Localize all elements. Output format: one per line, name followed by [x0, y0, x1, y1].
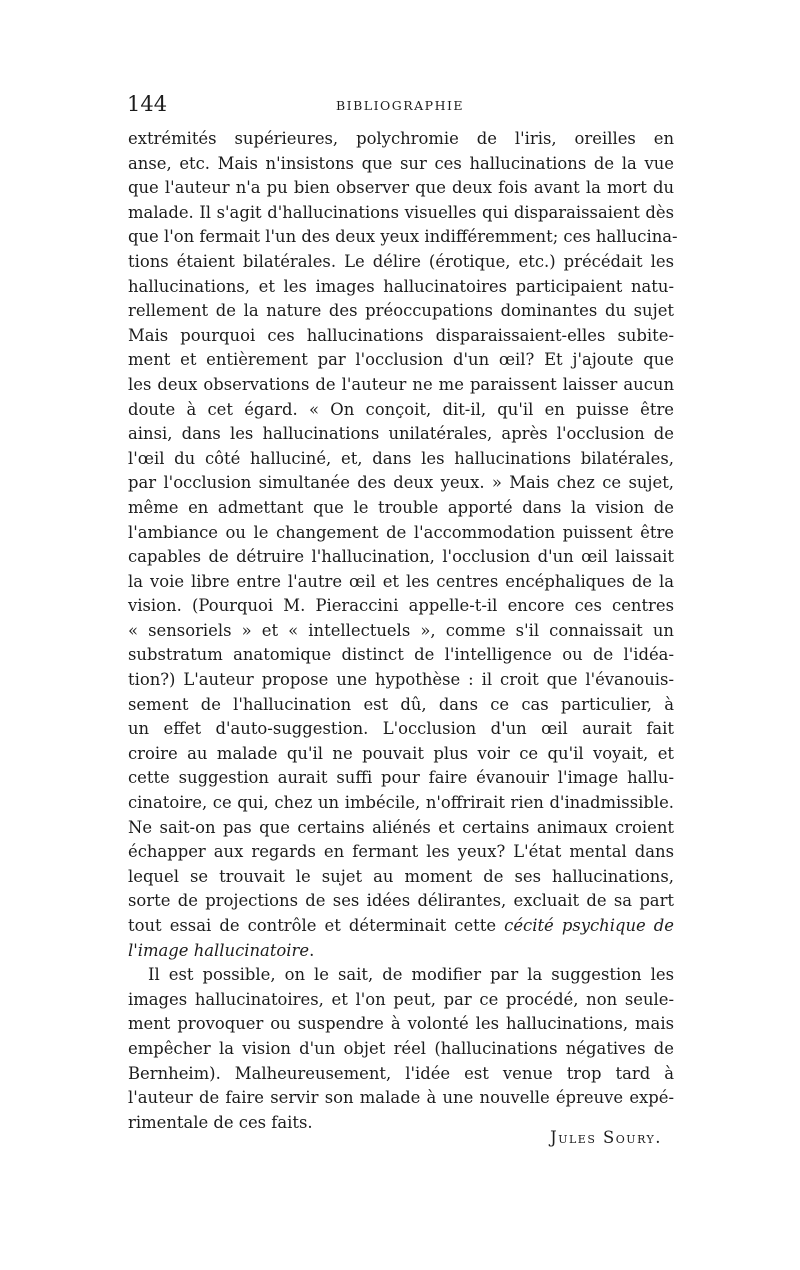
text-line: vision. (Pourquoi M. Pieraccini appelle-t-il encore ces centres [128, 596, 674, 616]
author-signature: Jules Soury. [550, 1128, 662, 1147]
text-line: même en admettant que le trouble apporté dans la vision de [128, 497, 674, 517]
text-line: par l'occlusion simultanée des deux yeux. » Mais chez ce sujet, [128, 473, 674, 493]
running-title: BIBLIOGRAPHIE [335, 98, 465, 113]
text-line: Il est possible, on le sait, de modifier par la suggestion les [148, 965, 674, 985]
text-line: substratum anatomique distinct de l'intelligence ou de l'idéa- [128, 645, 674, 665]
line-end-punctuation: . [309, 940, 315, 960]
paragraph-1 [128, 127, 678, 963]
page-number: 144 [127, 92, 168, 116]
text-line: cette suggestion aurait suffi pour faire évanouir l'image hallu- [128, 768, 674, 788]
text-line: rellement de la nature des préoccupations dominantes du sujet [128, 301, 674, 321]
text-line: empêcher la vision d'un objet réel (hallucinations négatives de [128, 1038, 674, 1058]
body-text [128, 127, 678, 1135]
text-line: ment et entièrement par l'occlusion d'un œil? Et j'ajoute que [128, 350, 674, 370]
text-line: sorte de projections de ses idées délirantes, excluait de sa part [128, 891, 674, 911]
text-line: images hallucinatoires, et l'on peut, par ce procédé, non seule- [128, 989, 674, 1009]
text-line: ainsi, dans les hallucinations unilatérales, après l'occlusion de [128, 424, 674, 444]
text-line: anse, etc. Mais n'insistons que sur ces hallucinations de la vue [128, 153, 674, 173]
text-line: doute à cet égard. « On conçoit, dit-il, qu'il en puisse être [128, 399, 674, 419]
text-line: Mais pourquoi ces hallucinations disparaissaient-elles subite- [128, 325, 674, 345]
text-line: malade. Il s'agit d'hallucinations visuelles qui disparaissaient dès [128, 202, 674, 222]
text-line: l'auteur de faire servir son malade à une nouvelle épreuve expé- [128, 1088, 674, 1108]
text-line: l'ambiance ou le changement de l'accommodation puissent être [128, 522, 674, 542]
text-line: cinatoire, ce qui, chez un imbécile, n'offrirait rien d'inadmissible. [128, 793, 674, 813]
text-line: capables de détruire l'hallucination, l'occlusion d'un œil laissait [128, 547, 674, 567]
text-line: Bernheim). Malheureusement, l'idée est venue trop tard à [128, 1063, 674, 1083]
text-line: rimentale de ces faits. [128, 1112, 313, 1132]
text-line: ment provoquer ou suspendre à volonté les hallucinations, mais [128, 1014, 674, 1034]
text-line: Ne sait-on pas que certains aliénés et certains animaux croient [128, 817, 674, 837]
text-line: échapper aux regards en fermant les yeux? L'état mental dans [128, 842, 674, 862]
italic-phrase: l'image hallucinatoire [128, 940, 310, 960]
text-line: lequel se trouvait le sujet au moment de ses hallucinations, [128, 866, 674, 886]
text-line: tions étaient bilatérales. Le délire (érotique, etc.) précédait les [128, 251, 674, 271]
italic-phrase: cécité psychique de [504, 916, 675, 935]
paragraph-2 [128, 963, 674, 1135]
text-line: la voie libre entre l'autre œil et les centres encéphaliques de la [128, 571, 674, 591]
text-line: les deux observations de l'auteur ne me paraissent laisser aucun [128, 374, 674, 394]
text-line: tion?) L'auteur propose une hypothèse : il croit que l'évanouis- [128, 670, 674, 690]
text-line: extrémités supérieures, polychromie de l'iris, oreilles en [128, 129, 674, 148]
text-line: un effet d'auto-suggestion. L'occlusion d'un œil aurait fait [128, 719, 674, 739]
text-line: croire au malade qu'il ne pouvait plus voir ce qu'il voyait, et [128, 743, 674, 763]
text-line: tout essai de contrôle et déterminait cette cécité psychique de [128, 916, 675, 935]
text-line: que l'auteur n'a pu bien observer que deux fois avant la mort du [128, 178, 674, 198]
text-line: « sensoriels » et « intellectuels », comme s'il connaissait un [128, 620, 674, 640]
text-line [128, 939, 674, 964]
text-line: que l'on fermait l'un des deux yeux indifféremment; ces hallucina- [128, 227, 678, 247]
text-line: sement de l'hallucination est dû, dans ce cas particulier, à [128, 694, 674, 714]
text-line: hallucinations, et les images hallucinatoires participaient natu- [128, 276, 674, 296]
text-line: l'œil du côté halluciné, et, dans les hallucinations bilatérales, [128, 448, 674, 468]
